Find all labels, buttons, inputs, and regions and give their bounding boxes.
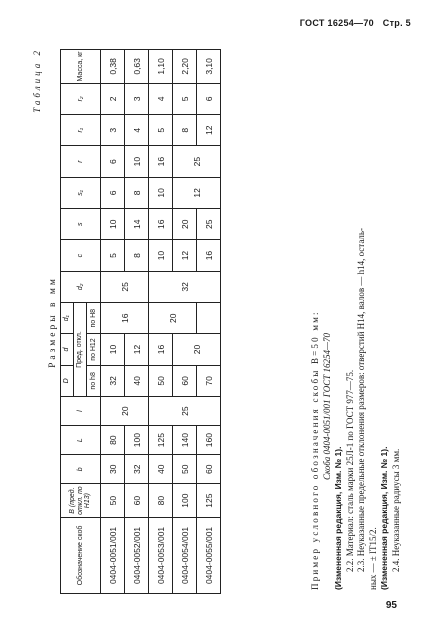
cell-r: 25 — [173, 146, 221, 177]
cell-r: 16 — [149, 146, 173, 177]
cell-s: 20 — [173, 209, 197, 240]
cell-r2: 2 — [101, 83, 125, 114]
col-r2: r₂ — [61, 83, 101, 114]
cell-d: 16 — [149, 334, 173, 365]
cell-d1: 20 — [149, 303, 197, 334]
cell-D: 40 — [125, 365, 149, 396]
cell-b: 40 — [149, 455, 173, 484]
cell-s1: 8 — [125, 177, 149, 208]
col-B: B (пред. откл. по H13) — [61, 484, 101, 518]
cell-B: 80 — [149, 484, 173, 518]
cell-designation: 0404-0055/001 — [197, 517, 221, 593]
cell-L: 80 — [101, 426, 125, 455]
cell-designation: 0404-0053/001 — [149, 517, 173, 593]
cell-c: 8 — [125, 240, 149, 271]
cell-r2: 3 — [125, 83, 149, 114]
cell-L: 160 — [197, 426, 221, 455]
cell-D: 70 — [197, 365, 221, 396]
col-L: L — [61, 426, 101, 455]
cell-B: 100 — [173, 484, 197, 518]
col-d2: d₂ — [61, 271, 101, 302]
cell-mass: 0,38 — [101, 50, 125, 84]
cell-b: 30 — [101, 455, 125, 484]
cell-b: 32 — [125, 455, 149, 484]
cell-d: 10 — [101, 334, 125, 365]
cell-mass: 0,63 — [125, 50, 149, 84]
cell-s1: 12 — [173, 177, 221, 208]
cell-r: 10 — [125, 146, 149, 177]
col-tol-H8: по H8 — [87, 303, 101, 334]
cell-designation: 0404-0052/001 — [125, 517, 149, 593]
cell-c: 16 — [197, 240, 221, 271]
cell-d2: 25 — [101, 271, 149, 302]
cell-D: 32 — [101, 365, 125, 396]
col-D: D — [61, 365, 74, 396]
item-2-3: 2.3. Неуказанные предельные отклонения размеров: отверстий H14, валов — h14, осталь- — [356, 227, 366, 572]
col-r1: r₁ — [61, 115, 101, 146]
cell-r2: 6 — [197, 83, 221, 114]
item-2-2: 2.2. Материал: сталь марки 25Л-1 по ГОСТ 977—75. — [344, 369, 355, 572]
col-r: r — [61, 146, 101, 177]
page-number: 95 — [385, 600, 397, 611]
cell-s: 10 — [101, 209, 125, 240]
cell-D: 60 — [173, 365, 197, 396]
cell-d1 — [197, 303, 221, 334]
item-2-4: 2.4. Неуказанные радиусы 3 мм. — [390, 448, 401, 572]
example-reference: Скоба 0404-0051/001 ГОСТ 16254—70 — [321, 332, 332, 480]
cell-s1: 6 — [101, 177, 125, 208]
standard-code: ГОСТ 16254—70 — [299, 18, 374, 28]
rotated-content — [28, 42, 408, 602]
col-mass: Масса, кг — [61, 50, 101, 84]
cell-B: 50 — [101, 484, 125, 518]
cell-s: 16 — [149, 209, 173, 240]
cell-d2: 32 — [149, 271, 221, 302]
cell-r1: 5 — [149, 115, 173, 146]
cell-r1: 12 — [197, 115, 221, 146]
col-b: b — [61, 455, 101, 484]
col-s: s — [61, 209, 101, 240]
table-row — [197, 50, 221, 594]
notes-block — [310, 50, 402, 590]
cell-L: 140 — [173, 426, 197, 455]
cell-r1: 4 — [125, 115, 149, 146]
col-l: l — [61, 397, 101, 426]
cell-mass: 1,10 — [149, 50, 173, 84]
cell-b: 60 — [197, 455, 221, 484]
page-label: Стр. 5 — [382, 18, 411, 28]
cell-r1: 8 — [173, 115, 197, 146]
cell-r2: 5 — [173, 83, 197, 114]
cell-b: 50 — [173, 455, 197, 484]
col-tolerance-group: Пред. откл. — [74, 303, 87, 397]
cell-designation: 0404-0054/001 — [173, 517, 197, 593]
col-s1: s₁ — [61, 177, 101, 208]
item-2-3-cont: ных — ± IT15/2. — [367, 527, 378, 590]
cell-r1: 3 — [101, 115, 125, 146]
col-d1: d₁ — [61, 303, 74, 334]
col-designation: Обозначение скоб — [61, 517, 101, 593]
dimensions-table — [60, 49, 221, 594]
example-line: Пример условного обозначения скобы B=50 мм: — [310, 310, 320, 590]
cell-designation: 0404-0051/001 — [101, 517, 125, 593]
col-d: d — [61, 334, 74, 365]
change-note-2: (Измененная редакция, Изм. № 1). — [379, 446, 389, 590]
col-tol-h8: по h8 — [87, 365, 101, 396]
table-row — [149, 50, 173, 594]
cell-d: 12 — [125, 334, 149, 365]
cell-l: 20 — [101, 397, 149, 426]
col-tol-H12: по H12 — [87, 334, 101, 365]
table-label: Таблица 2 — [32, 48, 42, 113]
cell-L: 100 — [125, 426, 149, 455]
cell-r2: 4 — [149, 83, 173, 114]
cell-s1: 10 — [149, 177, 173, 208]
cell-mass: 2,20 — [173, 50, 197, 84]
page-header — [294, 18, 411, 28]
cell-d1: 16 — [101, 303, 149, 334]
cell-l: 25 — [149, 397, 221, 426]
table-row — [101, 50, 125, 594]
cell-s: 25 — [197, 209, 221, 240]
cell-s: 14 — [125, 209, 149, 240]
cell-L: 125 — [149, 426, 173, 455]
cell-c: 12 — [173, 240, 197, 271]
cell-mass: 3,10 — [197, 50, 221, 84]
cell-d: 20 — [173, 334, 221, 365]
cell-r: 6 — [101, 146, 125, 177]
cell-B: 60 — [125, 484, 149, 518]
cell-c: 5 — [101, 240, 125, 271]
cell-B: 125 — [197, 484, 221, 518]
col-c: c — [61, 240, 101, 271]
cell-c: 10 — [149, 240, 173, 271]
table-title: Размеры в мм — [48, 276, 58, 368]
change-note-1: (Измененная редакция, Изм. № 1). — [333, 446, 343, 590]
cell-D: 50 — [149, 365, 173, 396]
